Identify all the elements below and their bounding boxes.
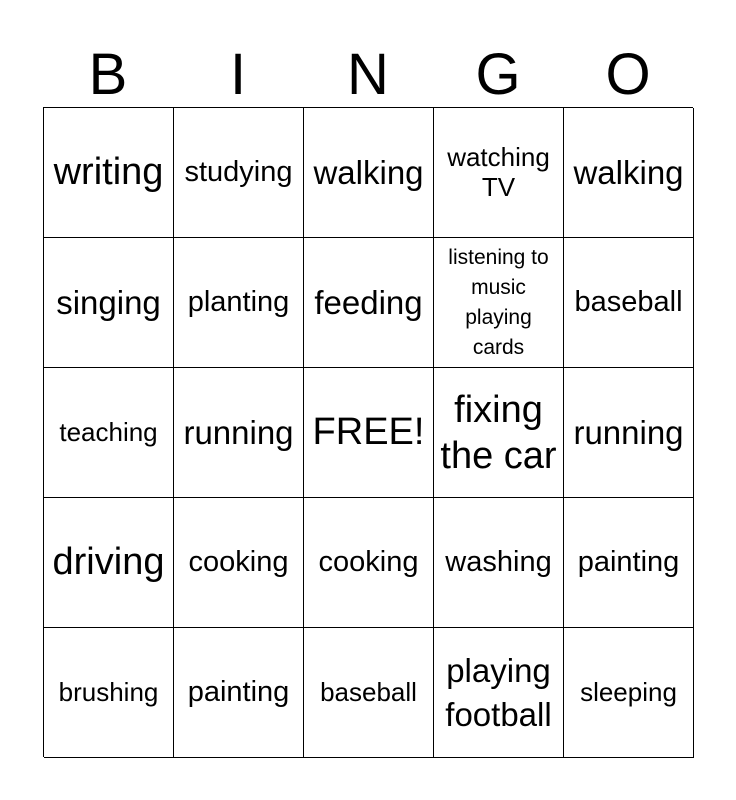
bingo-cell[interactable]: [174, 238, 304, 368]
cell-label: cooking: [188, 545, 289, 578]
bingo-cell[interactable]: [434, 628, 564, 758]
cell-label: painting: [577, 545, 680, 578]
bingo-cell[interactable]: [174, 368, 304, 498]
cell-label: baseball: [320, 676, 417, 707]
cell-label: writing: [53, 150, 164, 193]
bingo-cell[interactable]: [174, 498, 304, 628]
bingo-cell[interactable]: [44, 238, 174, 368]
cell-label: sleeping: [580, 676, 677, 707]
header-letter-n: N: [347, 42, 389, 107]
bingo-header: [43, 42, 693, 108]
bingo-cell[interactable]: [174, 628, 304, 758]
bingo-cell[interactable]: [304, 628, 434, 758]
bingo-cell[interactable]: [564, 108, 694, 238]
bingo-cell[interactable]: [434, 368, 564, 498]
bingo-cell[interactable]: [564, 498, 694, 628]
cell-label: listening to music playing cards: [448, 245, 549, 359]
bingo-cell[interactable]: [304, 108, 434, 238]
bingo-cell[interactable]: [304, 368, 434, 498]
cell-label: walking: [313, 153, 424, 191]
cell-label: feeding: [314, 283, 423, 321]
cell-label: planting: [187, 285, 290, 318]
bingo-cell[interactable]: [434, 238, 564, 368]
cell-label: fixing the car: [440, 388, 557, 477]
cell-label: cooking: [318, 545, 419, 578]
cell-label: watching TV: [447, 141, 550, 202]
bingo-cell[interactable]: [44, 498, 174, 628]
bingo-board: [43, 107, 693, 757]
header-letter-g: G: [475, 42, 521, 107]
cell-label: painting: [187, 675, 290, 708]
bingo-cell[interactable]: [304, 238, 434, 368]
bingo-cell[interactable]: [304, 498, 434, 628]
cell-label: brushing: [58, 676, 159, 707]
cell-label: driving: [52, 540, 165, 583]
bingo-cell[interactable]: [44, 368, 174, 498]
header-letter-i: I: [229, 42, 247, 107]
bingo-cell[interactable]: [44, 108, 174, 238]
bingo-cell[interactable]: [564, 368, 694, 498]
header-letter-b: B: [88, 42, 128, 107]
bingo-cell[interactable]: [434, 108, 564, 238]
cell-label: running: [573, 413, 684, 451]
bingo-cell[interactable]: [434, 498, 564, 628]
bingo-cell[interactable]: [174, 108, 304, 238]
bingo-cell[interactable]: [564, 628, 694, 758]
bingo-cell[interactable]: [44, 628, 174, 758]
cell-label: studying: [184, 155, 293, 188]
cell-label: washing: [445, 545, 552, 578]
bingo-cell[interactable]: [564, 238, 694, 368]
cell-label: teaching: [59, 416, 158, 447]
cell-label: baseball: [574, 285, 683, 318]
cell-label: running: [183, 413, 294, 451]
cell-label: singing: [56, 283, 161, 321]
cell-label: playing football: [445, 651, 552, 733]
header-letter-o: O: [605, 42, 651, 107]
cell-label: FREE!: [312, 410, 425, 453]
cell-label: walking: [573, 153, 684, 191]
